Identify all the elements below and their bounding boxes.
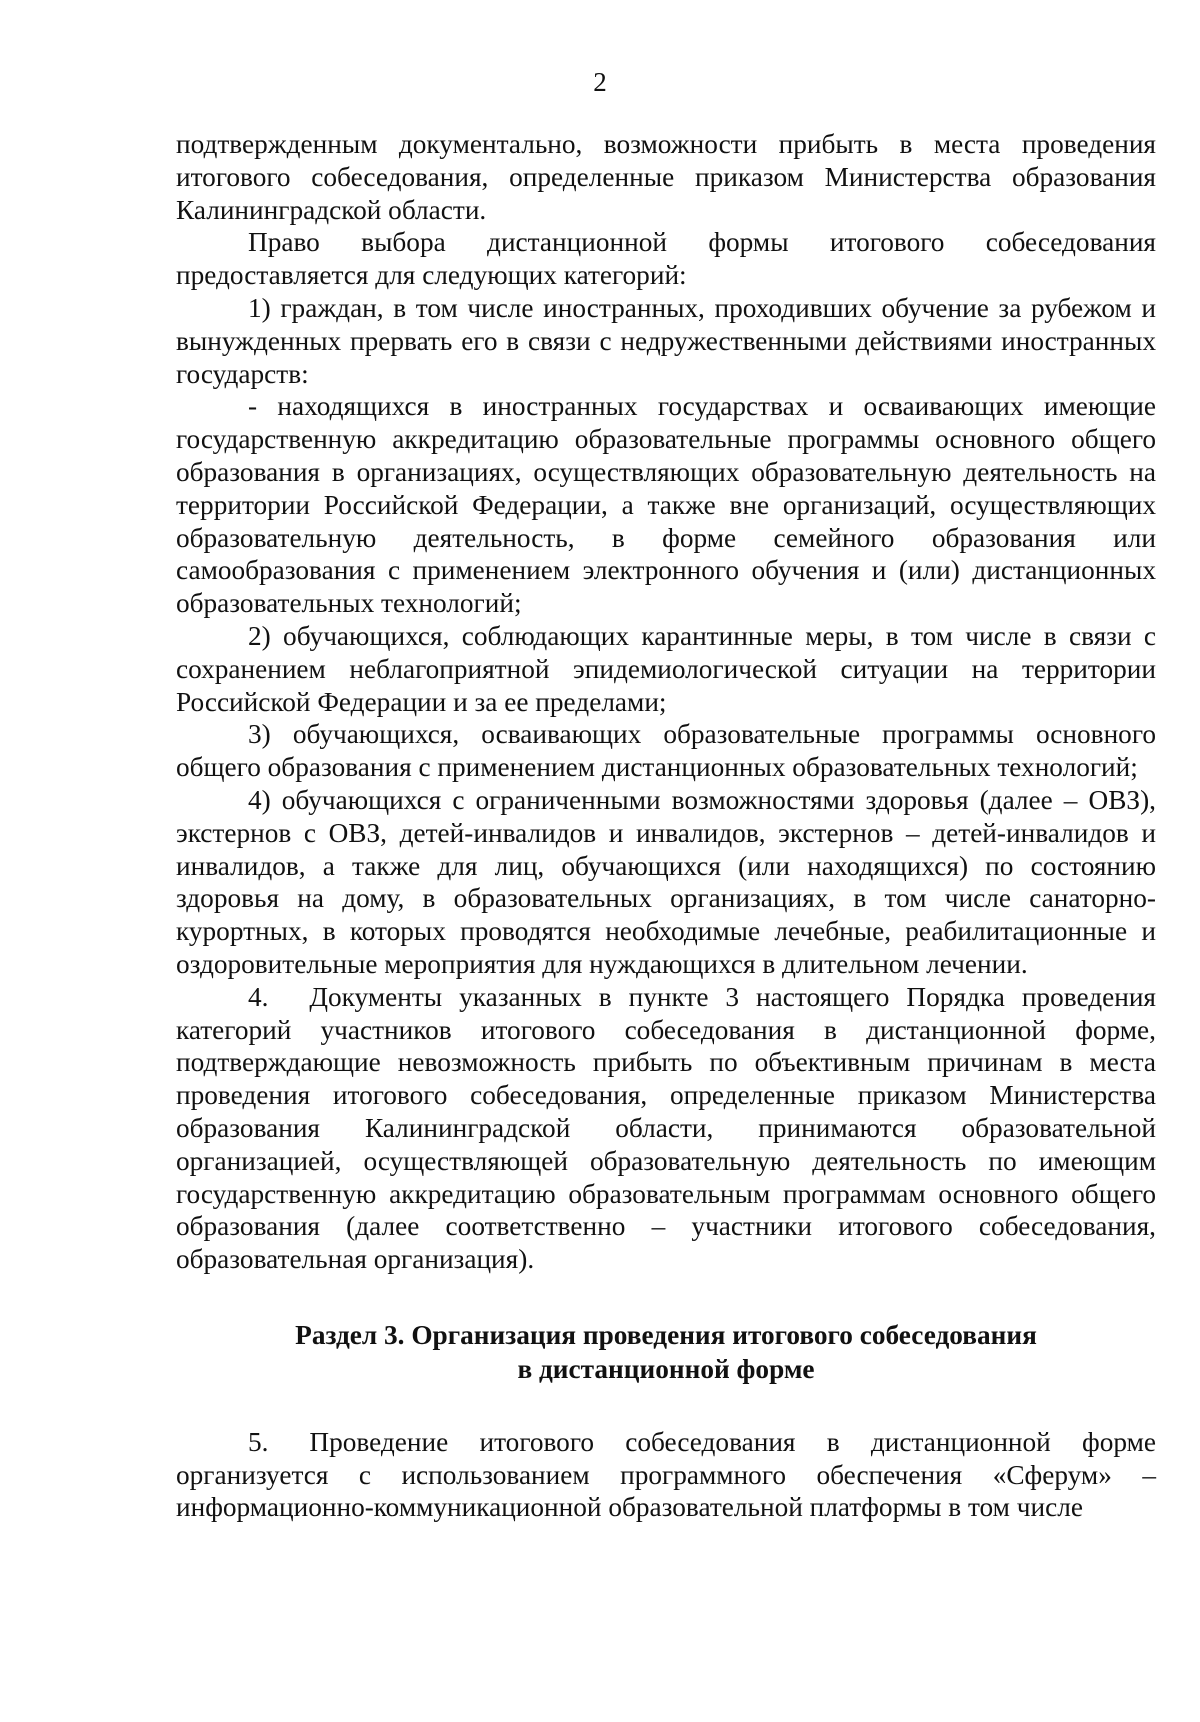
paragraph-continuation: подтвержденным документально, возможности прибыть в места проведения итогового собеседования, определенные приказом Министерства образования Калининградской области. — [176, 129, 1156, 225]
page-number: 2 — [593, 67, 607, 97]
section-heading — [176, 1318, 1156, 1386]
paragraph-right-of-choice: Право выбора дистанционной формы итогового собеседования предоставляется для следующих категорий: — [176, 227, 1156, 291]
list-subitem-dash: - находящихся в иностранных государствах и осваивающих имеющие государственную аккредитацию образовательные программы основного общего образования в организациях, осуществляющих образовательную деятельность на территории Российской Федерации, а также вне организаций, осуществляющих образовательную деятельность, в форме семейного образования или самообразования с применением электронного обучения и (или) дистанционных образовательных технологий; — [176, 391, 1156, 619]
list-item-1: 1) граждан, в том числе иностранных, проходивших обучение за рубежом и вынужденных прервать его в связи с недружественными действиями иностранных государств: — [176, 292, 1156, 389]
list-item-4: 4) обучающихся с ограниченными возможностями здоровья (далее – ОВЗ), экстернов с ОВЗ, детей-инвалидов и инвалидов, экстернов – детей-инвалидов и инвалидов, а также для лиц, обучающихся (или находящихся) по состоянию здоровья на дому, в образовательных организациях, в том числе санаторно-курортных, в которых проводятся необходимые лечебные, реабилитационные и оздоровительные мероприятия для нуждающихся в длительном лечении. — [176, 784, 1156, 979]
section-heading-line-2: в дистанционной форме — [517, 1353, 815, 1384]
clause-4: 4. Документы указанных в пункте 3 настоящего Порядка проведения категорий участников итогового собеседования в дистанционной форме, подтверждающие невозможность прибыть по объективным причинам в места проведения итогового собеседования, определенные приказом Министерства образования Калининградской области, принимаются образовательной организацией, осуществляющей образовательную деятельность по имеющим государственную аккредитацию образовательным программам основного общего образования (далее соответственно – участники итогового собеседования, образовательная организация). — [176, 981, 1156, 1275]
clause-5: 5. Проведение итогового собеседования в дистанционной форме организуется с использованием программного обеспечения «Сферум» – информационно-коммуникационной образовательной платформы в том числе — [176, 1426, 1156, 1523]
list-item-2: 2) обучающихся, соблюдающих карантинные меры, в том числе в связи с сохранением неблагоприятной эпидемиологической ситуации на территории Российской Федерации и за ее пределами; — [176, 620, 1156, 717]
section-heading-line-1: Раздел 3. Организация проведения итогового собеседования — [295, 1319, 1037, 1350]
list-item-3: 3) обучающихся, осваивающих образовательные программы основного общего образования с применением дистанционных образовательных технологий; — [176, 719, 1156, 783]
document-body — [176, 128, 1156, 1524]
